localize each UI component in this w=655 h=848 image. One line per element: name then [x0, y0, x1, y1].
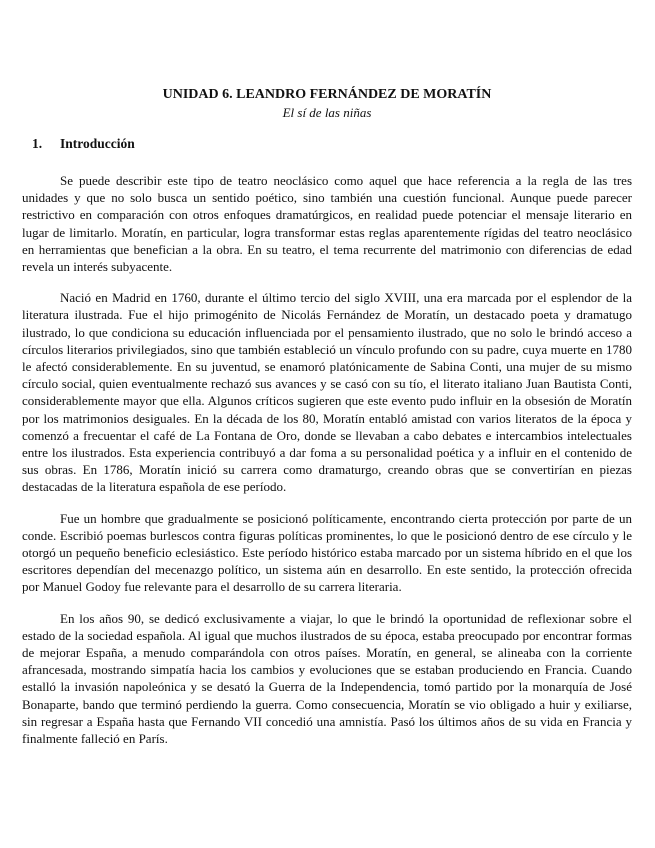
document-title: UNIDAD 6. LEANDRO FERNÁNDEZ DE MORATÍN [162, 87, 492, 102]
document-subtitle: El sí de las niñas [282, 105, 372, 120]
section-heading [22, 135, 632, 152]
paragraph-2: Nació en Madrid en 1760, durante el último tercio del siglo XVIII, una era marcada por el esplendor de la literatura ilustrada. Fue el hijo primogénito de Nicolás Fernández de Moratín, un destacado poeta y dramatugo ilustrado, lo que condiciona su educación influenciada por el pensamiento ilustrado, que no solo le brindó acceso a círculos literarios privilegiados, sino que también estableció un vínculo profundo con su padre, cuya muerte en 1780 le afectó considerablemente. En su juventud, se enamoró platónicamente de Sabina Conti, una mujer de su mismo círculo social, quien eventualmente rechazó sus avances y se casó con su tío, el literato italiano Juan Bautista Conti, considerablemente mayor que ella. Algunos críticos sugieren que este evento pudo influir en la obsesión de Moratín por los matrimonios desiguales. En la década de los 80, Moratín entabló amistad con varios literatos de la época y comenzó a frecuentar el café de La Fontana de Oro, donde se llevaban a cabo debates e intercambios intelectuales entre los ilustrados. Esta experiencia contribuyó a dar foma a su personalidad poética y a influir en el contenido de sus obras. En 1786, Moratín inició su carrera como dramaturgo, creando obras que se convertirían en piezas destacadas de la literatura española de ese período. [22, 290, 632, 495]
paragraph-4: En los años 90, se dedicó exclusivamente a viajar, lo que le brindó la oportunidad de reflexionar sobre el estado de la sociedad española. Al igual que muchos ilustrados de su época, estaba preocupado por encontrar formas de mejorar España, a menudo comparándola con otros países. Moratín, en general, se alineaba con la corriente afrancesada, mostrando simpatía hacia los cambios y evoluciones que se estaban produciendo en Francia. Cuando estalló la invasión napoleónica y se desató la Guerra de la Independencia, tomó partido por la monarquía de José Bonaparte, bando que terminó perdiendo la guerra. Como consecuencia, Moratín se vio obligado a huir y exiliarse, sin regresar a España hasta que Fernando VII concedió una amnistía. Pasó los últimos años de su vida en Francia y finalmente falleció en París. [22, 610, 632, 747]
document-page [22, 86, 632, 761]
section-number: 1. [32, 136, 43, 151]
section-label: Introducción [60, 136, 135, 151]
paragraph-3: Fue un hombre que gradualmente se posicionó políticamente, encontrando cierta protección por parte de un conde. Escribió poemas burlescos contra figuras políticas prominentes, lo que le posicionó dentro de ese círculo y le otorgó un pequeño beneficio eclesiástico. Este período histórico estaba marcado por un sistema híbrido en el que los escritores dependían del mecenazgo político, un sistema aún en desarrollo. En este sentido, la protección ofrecida por Manuel Godoy fue relevante para el desarrollo de su carrera literaria. [22, 510, 632, 595]
paragraph-1: Se puede describir este tipo de teatro neoclásico como aquel que hace referencia a la regla de las tres unidades y que no solo busca un sentido poético, sino también una cuestión funcional. Aunque puede parecer restrictivo en comparación con otros enfoques dramatúrgicos, en realidad puede potenciar el mensaje literario en lugar de limitarlo. Moratín, en particular, logra transformar estas reglas aparentemente rígidas del teatro neoclásico en herramientas que benefician a la obra. En su teatro, el tema recurrente del matrimonio con diferencias de edad revela un interés subyacente. [22, 173, 632, 275]
